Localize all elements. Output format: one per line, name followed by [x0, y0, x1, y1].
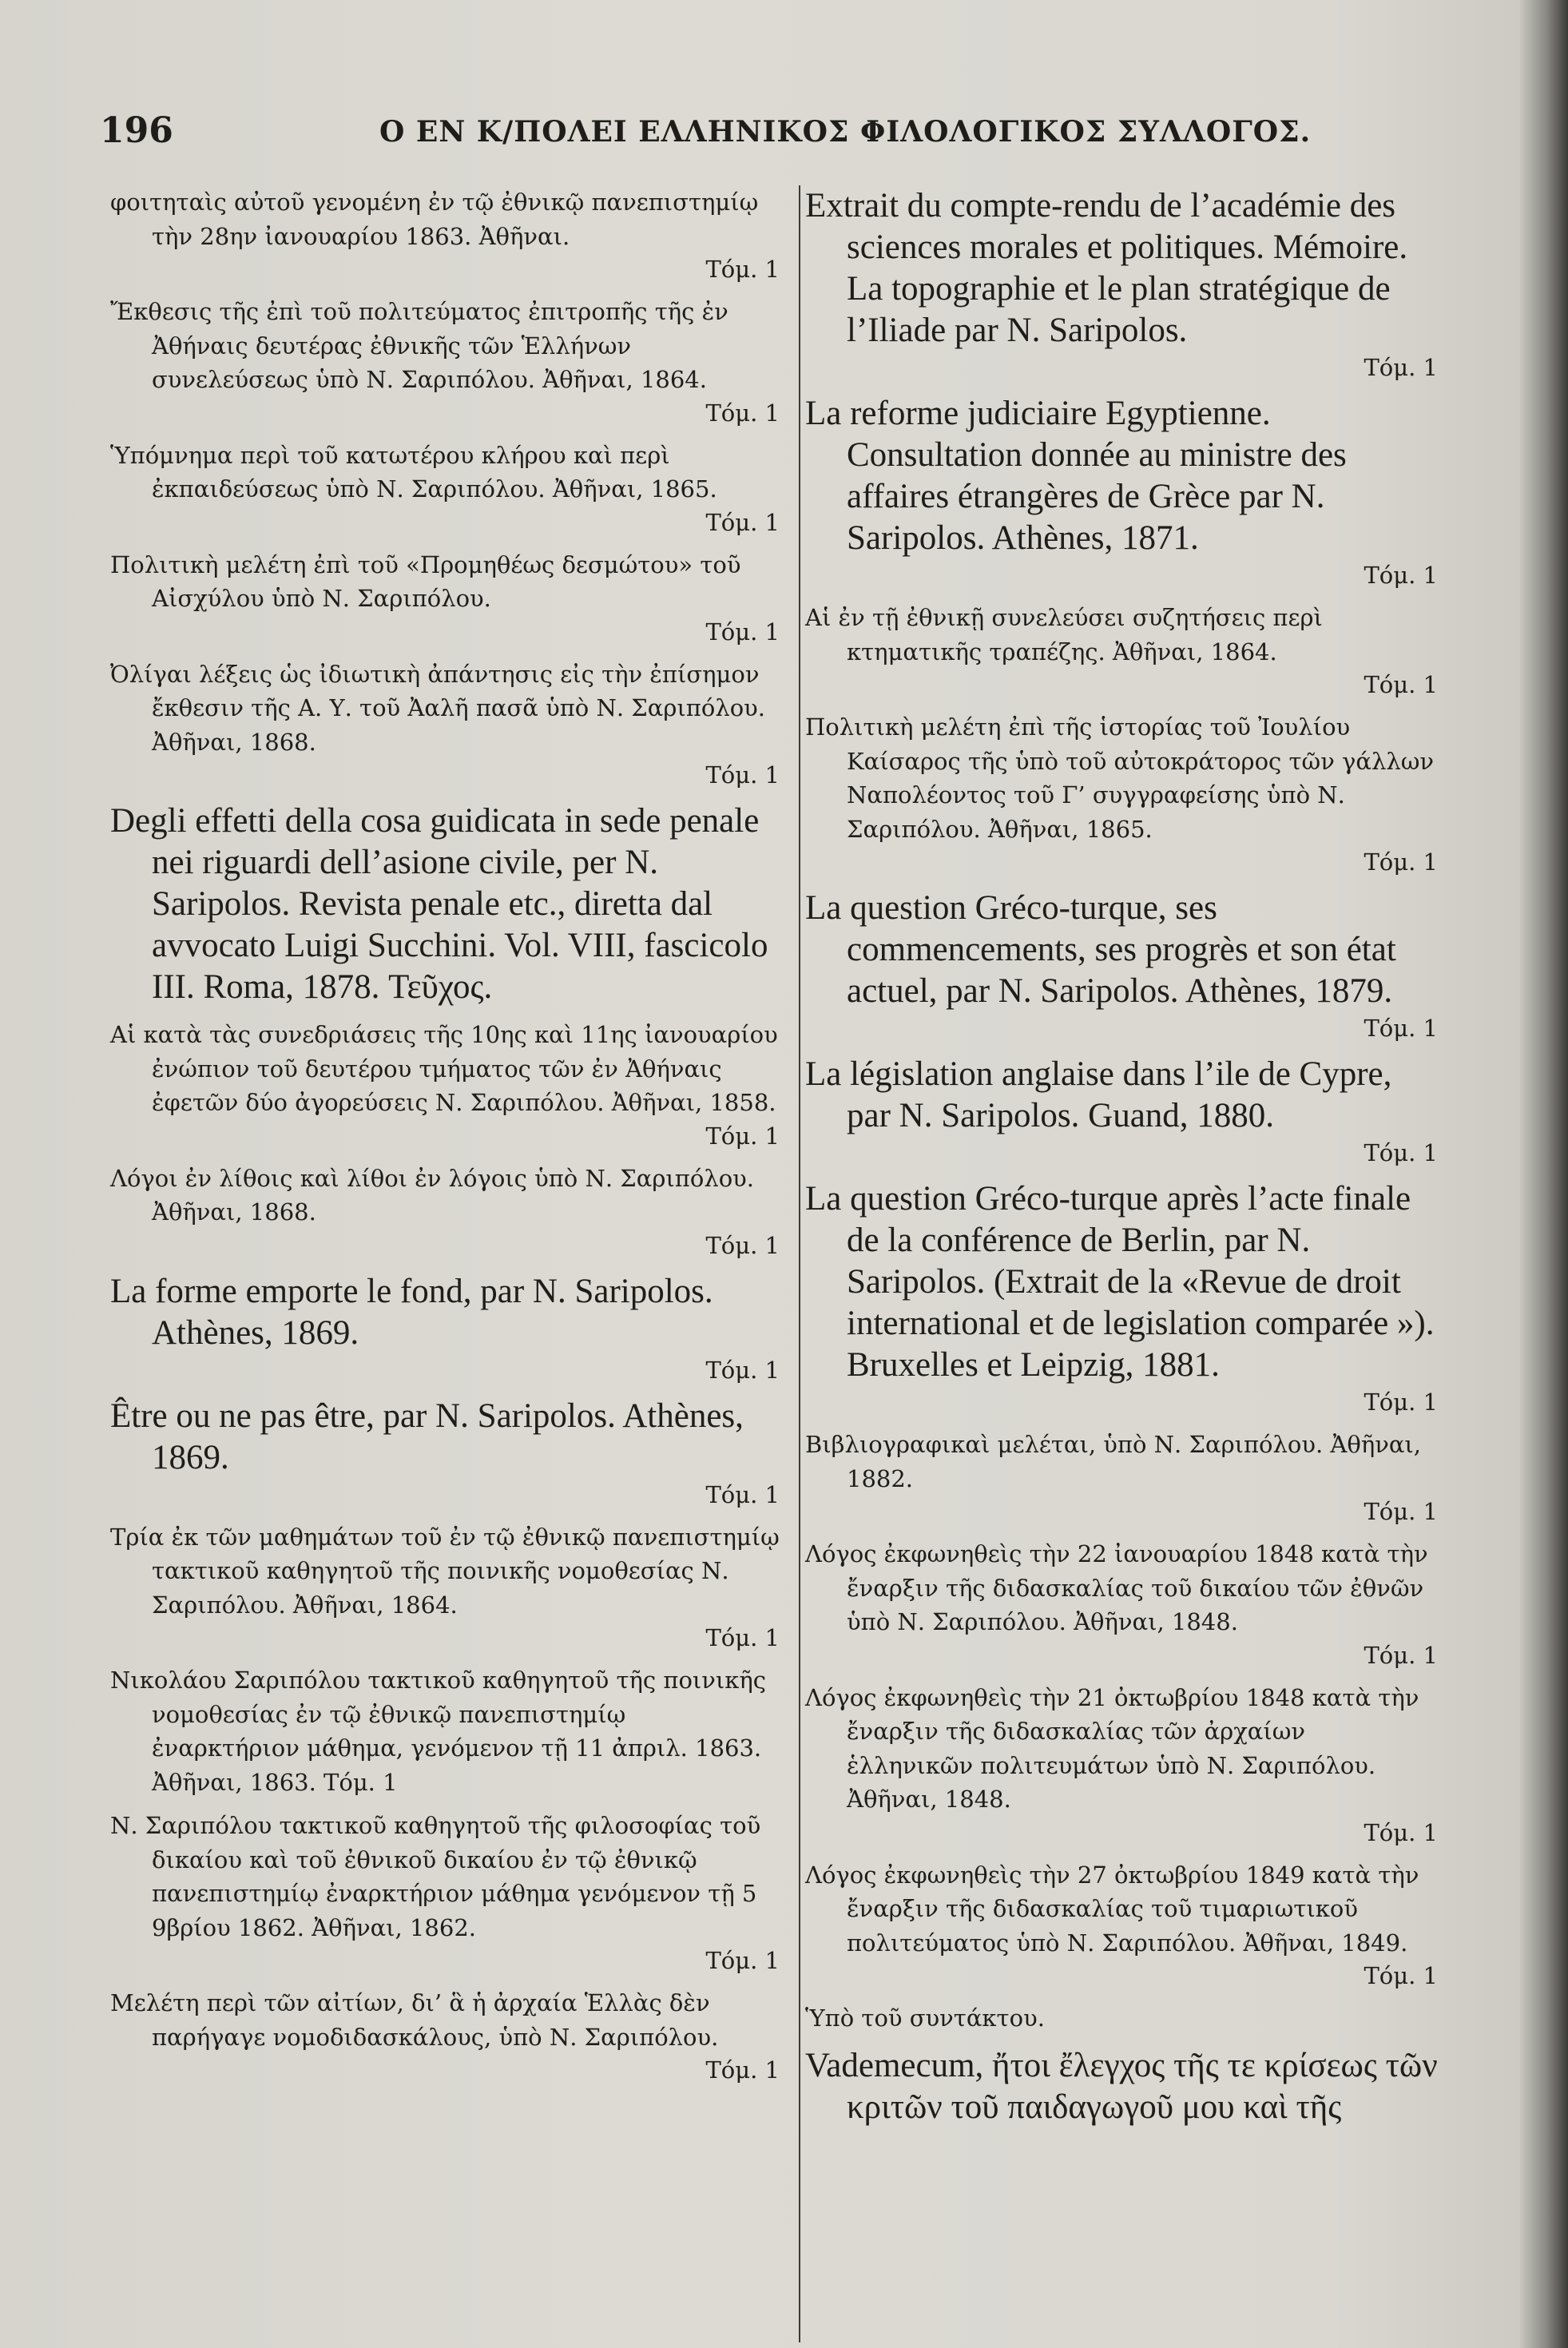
bibliography-entry — [110, 1986, 780, 2086]
entry-text: Λόγος ἐκφωνηθεὶς τὴν 22 ἰανουαρίου 1848 κατὰ τὴν ἔναρξιν τῆς διδασκαλίας τοῦ δικαίου τῶν ἐθνῶν ὑπὸ Ν. Σαριπόλου. Ἀθῆναι, 1848. — [805, 1540, 1428, 1635]
bibliography-entry — [110, 1663, 780, 1799]
entry-spacer — [805, 2036, 1438, 2045]
entry-text: La question Gréco-turque, ses commencements, ses progrès et son état actuel, par N. Saripolos. Athènes, 1879. — [805, 889, 1396, 1010]
bibliography-entry — [110, 295, 780, 429]
bibliography-entry — [110, 1809, 780, 1977]
entry-volume-note: Τόμ. 1 — [705, 399, 780, 427]
entry-text: Extrait du compte-rendu de l’académie des sciences morales et politiques. Mémoire. La topographie et le plan stratégique de l’Iliade par N. Saripolos. — [805, 187, 1408, 349]
column-divider — [799, 185, 800, 2342]
entry-volume-note: Τόμ. 1 — [705, 761, 780, 789]
entry-text: Degli effetti della cosa guidicata in sede penale nei riguardi dell’asione civile, per N. Saripolos. Revista penale etc., diretta dal avvocato Luigi Succhini. Vol. VIII, fascicolo III. Roma, 1878. Τεῦχος. — [110, 802, 768, 1006]
bibliography-entry — [805, 710, 1438, 878]
entry-spacer — [805, 1169, 1438, 1178]
entry-spacer — [110, 1977, 780, 1986]
entry-volume-note: Τόμ. 1 — [1364, 562, 1438, 589]
entry-spacer — [110, 1152, 780, 1162]
entry-volume-note: Τόμ. 1 — [705, 508, 780, 536]
bibliography-entry — [805, 1681, 1438, 1849]
entry-spacer — [110, 1008, 780, 1018]
bibliography-entry — [805, 1428, 1438, 1528]
entry-spacer — [805, 1418, 1438, 1428]
entry-spacer — [110, 648, 780, 658]
entry-spacer — [110, 1511, 780, 1520]
entry-volume-note: Τόμ. 1 — [1364, 1498, 1438, 1525]
entry-text: Ὀλίγαι λέξεις ὡς ἰδιωτικὴ ἀπάντησις εἰς τὴν ἐπίσημον ἔκθεσιν τῆς Α. Υ. τοῦ Ἀαλῆ πασᾶ ὑπὸ Ν. Σαριπόλου. Ἀθῆναι, 1868. — [110, 660, 766, 756]
entry-spacer — [110, 791, 780, 801]
entry-spacer — [805, 701, 1438, 710]
entry-spacer — [805, 383, 1438, 393]
bibliography-entry — [805, 1537, 1438, 1671]
entry-text: Μελέτη περὶ τῶν αἰτίων, δι’ ἃ ἡ ἀρχαία Ἑλλὰς δὲν παρήγαγε νομοδιδασκάλους, ὑπὸ Ν. Σαριπόλου. — [110, 1989, 719, 2051]
bibliography-entry — [110, 1396, 780, 1511]
book-gutter-shadow — [1520, 0, 1568, 2348]
entry-volume-note: Τόμ. 1 — [705, 1624, 780, 1651]
entry-volume-note: Τόμ. 1 — [1364, 671, 1438, 698]
entry-volume-note: Τόμ. 1 — [1364, 848, 1438, 876]
entry-spacer — [805, 1044, 1438, 1054]
bibliography-entry — [805, 601, 1438, 701]
entry-text: La forme emporte le fond, par N. Saripolos. Athènes, 1869. — [110, 1272, 713, 1352]
entry-text: Αἱ κατὰ τὰς συνεδριάσεις τῆς 10ης καὶ 11ης ἰανουαρίου ἐνώπιον τοῦ δευτέρου τμήματος τῶν ἐν Ἀθήναις ἐφετῶν δύο ἀγορεύσεις Ν. Σαριπόλου. Ἀθῆναι, 1858. — [110, 1021, 778, 1116]
entry-spacer — [805, 1849, 1438, 1858]
entry-text: Αἱ ἐν τῇ ἐθνικῇ συνελεύσει συζητήσεις περὶ κτηματικῆς τραπέζης. Ἀθῆναι, 1864. — [805, 604, 1323, 665]
bibliography-entry — [110, 1271, 780, 1386]
entry-spacer — [805, 2128, 1438, 2138]
entry-volume-note: Τόμ. 1 — [705, 1356, 780, 1384]
entry-text: Ν. Σαριπόλου τακτικοῦ καθηγητοῦ τῆς φιλοσοφίας τοῦ δικαίου καὶ τοῦ ἐθνικοῦ δικαίου ἐν τῷ ἐθνικῷ πανεπιστημίῳ ἐναρκτήριον μάθημα γενόμενον τῇ 5 9βρίου 1862. Ἀθῆναι, 1862. — [110, 1812, 761, 1941]
entry-spacer — [110, 1654, 780, 1663]
left-column — [110, 185, 780, 2096]
entry-spacer — [110, 538, 780, 548]
entry-volume-note: Τόμ. 1 — [1364, 1015, 1438, 1042]
page-header — [100, 110, 1312, 158]
entry-spacer — [110, 1386, 780, 1396]
entry-text: Βιβλιογραφικαὶ μελέται, ὑπὸ Ν. Σαριπόλου. Ἀθῆναι, 1882. — [805, 1431, 1421, 1492]
entry-volume-note: Τόμ. 1 — [705, 618, 780, 646]
entry-spacer — [805, 1671, 1438, 1681]
bibliography-entry — [805, 1858, 1438, 1992]
entry-spacer — [110, 2086, 780, 2096]
entry-text: La question Gréco-turque après l’acte finale de la conférence de Berlin, par N. Saripolos. (Extrait de la «Revue de droit international et de legislation comparée »). Bruxelles et Leipzig, 1881. — [805, 1180, 1435, 1384]
entry-spacer — [805, 1528, 1438, 1537]
bibliography-entry — [110, 801, 780, 1008]
entry-volume-note: Τόμ. 1 — [1364, 1641, 1438, 1669]
entry-spacer — [805, 1992, 1438, 2001]
bibliography-entry — [110, 439, 780, 538]
entry-text: Être ou ne pas être, par N. Saripolos. Athènes, 1869. — [110, 1396, 744, 1476]
entry-volume-note: Τόμ. 1 — [1364, 1389, 1438, 1416]
entry-text: Ἔκθεσις τῆς ἐπὶ τοῦ πολιτεύματος ἐπιτροπῆς τῆς ἐν Ἀθήναις δευτέρας ἐθνικῆς τῶν Ἑλλήνων συνελεύσεως ὑπὸ Ν. Σαριπόλου. Ἀθῆναι, 1864. — [110, 298, 728, 393]
entry-text: Λόγος ἐκφωνηθεὶς τὴν 27 ὀκτωβρίου 1849 κατὰ τὴν ἔναρξιν τῆς διδασκαλίας τοῦ τιμαριωτικοῦ πολιτεύματος ὑπὸ Ν. Σαριπόλου. Ἀθῆναι, 1849. — [805, 1861, 1419, 1957]
bibliography-entry — [110, 548, 780, 648]
entry-volume-note: Τόμ. 1 — [1364, 354, 1438, 381]
bibliography-entry — [110, 1520, 780, 1655]
running-title: Ο ΕΝ Κ/ΠΟΛΕΙ ΕΛΛΗΝΙΚΟΣ ΦΙΛΟΛΟΓΙΚΟΣ ΣΥΛΛΟΓΟΣ. — [379, 115, 1312, 149]
entry-volume-note: Τόμ. 1 — [1364, 1962, 1438, 1989]
bibliography-entry — [805, 888, 1438, 1044]
entry-volume-note: Τόμ. 1 — [705, 1231, 780, 1259]
bibliography-entry — [110, 1162, 780, 1261]
entry-text: φοιτηταὶς αὐτοῦ γενομένη ἐν τῷ ἐθνικῷ πανεπιστημίῳ τὴν 28ην ἰανουαρίου 1863. Ἀθῆναι. — [110, 189, 759, 250]
bibliography-entry — [805, 1178, 1438, 1418]
bibliography-entry — [110, 1018, 780, 1152]
entry-spacer — [110, 285, 780, 295]
entry-text: Νικολάου Σαριπόλου τακτικοῦ καθηγητοῦ τῆς ποινικῆς νομοθεσίας ἐν τῷ ἐθνικῷ πανεπιστημίῳ ἐναρκτήριον μάθημα, γενόμενον τῇ 11 ἀπριλ. 1863. Ἀθῆναι, 1863. Τόμ. 1 — [110, 1667, 767, 1796]
entry-text: Ὑπόμνημα περὶ τοῦ κατωτέρου κλήρου καὶ περὶ ἐκπαιδεύσεως ὑπὸ Ν. Σαριπόλου. Ἀθῆναι, 1865. — [110, 441, 717, 503]
entry-text: La législation anglaise dans l’ile de Cypre, par N. Saripolos. Guand, 1880. — [805, 1055, 1392, 1134]
entry-text: Πολιτικὴ μελέτη ἐπὶ τῆς ἱστορίας τοῦ Ἰουλίου Καίσαρος τῆς ὑπὸ τοῦ αὐτοκράτορος τῶν γάλλων Ναπολέοντος τοῦ Γ’ συγγραφείσης ὑπὸ Ν. Σαριπόλου. Ἀθῆναι, 1865. — [805, 713, 1434, 843]
entry-volume-note: Τόμ. 1 — [705, 1122, 780, 1150]
page-number: 196 — [100, 110, 173, 151]
entry-text: Λόγος ἐκφωνηθεὶς τὴν 21 ὀκτωβρίου 1848 κατὰ τὴν ἔναρξιν τῆς διδασκαλίας τῶν ἀρχαίων ἑλληνικῶν πολιτευμάτων ὑπὸ Ν. Σαριπόλου. Ἀθῆναι, 1848. — [805, 1683, 1419, 1813]
bibliography-entry — [805, 393, 1438, 591]
entry-volume-note: Τόμ. 1 — [1364, 1139, 1438, 1166]
entry-volume-note: Τόμ. 1 — [705, 1947, 780, 1974]
entry-volume-note: Τόμ. 1 — [1364, 1818, 1438, 1846]
entry-text: Ὑπὸ τοῦ συντάκτου. — [805, 2004, 1045, 2032]
entry-volume-note: Τόμ. 1 — [705, 256, 780, 283]
entry-spacer — [805, 878, 1438, 888]
bibliography-entry — [805, 2045, 1438, 2128]
entry-text: Λόγοι ἐν λίθοις καὶ λίθοι ἐν λόγοις ὑπὸ Ν. Σαριπόλου. Ἀθῆναι, 1868. — [110, 1164, 755, 1226]
entry-spacer — [110, 1261, 780, 1271]
entry-spacer — [805, 591, 1438, 601]
entry-text: La reforme judiciaire Egyptienne. Consultation donnée au ministre des affaires étrangères de Grèce par N. Saripolos. Athènes, 1871. — [805, 395, 1347, 557]
bibliography-entry — [805, 1054, 1438, 1169]
entry-volume-note: Τόμ. 1 — [705, 2056, 780, 2084]
entry-volume-note: Τόμ. 1 — [705, 1480, 780, 1508]
entry-text: Vademecum, ἤτοι ἔλεγχος τῆς τε κρίσεως τῶν κριτῶν τοῦ παιδαγωγοῦ μου καὶ τῆς — [805, 2046, 1438, 2126]
entry-text: Πολιτικὴ μελέτη ἐπὶ τοῦ «Προμηθέως δεσμώτου» τοῦ Αἰσχύλου ὑπὸ Ν. Σαριπόλου. — [110, 550, 741, 612]
bibliography-entry — [110, 185, 780, 285]
entry-spacer — [110, 1799, 780, 1809]
right-column — [805, 185, 1438, 2138]
bibliography-entry — [805, 2001, 1438, 2036]
bibliography-entry — [805, 185, 1438, 383]
bibliography-entry — [110, 658, 780, 792]
entry-spacer — [110, 429, 780, 439]
entry-text: Τρία ἐκ τῶν μαθημάτων τοῦ ἐν τῷ ἐθνικῷ πανεπιστημίῳ τακτικοῦ καθηγητοῦ τῆς ποινικῆς νομοθεσίας Ν. Σαριπόλου. Ἀθῆναι, 1864. — [110, 1523, 780, 1619]
